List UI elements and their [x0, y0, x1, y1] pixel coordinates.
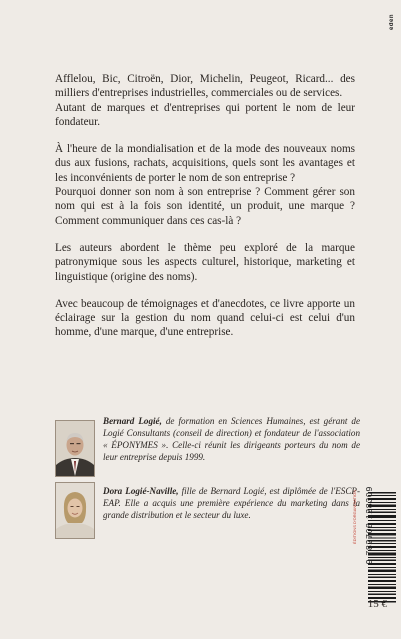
- author-bio-dora: [103, 486, 360, 522]
- paragraph-questions-line1: À l'heure de la mondialisation et de la mode des nouveaux noms dus aux fusions, rachats, acquisitions, quels sont les avantages et les inconvénients de porter le nom de son entreprise ?: [55, 143, 355, 184]
- barcode-publisher-text: ÉDITIONS D'ORGANISATION: [352, 490, 357, 545]
- description-text: [55, 72, 355, 353]
- author-name-dora: Dora Logié-Naville,: [103, 486, 179, 496]
- barcode-number: 9 782708 128309: [364, 486, 374, 565]
- author-bio-text-bernard: de formation en Sciences Humaines, est gérant de Logié Consultants (conseil de direction) et fondateur de l'association « ÉPONYMES ». Celle-ci réunit les dirigeants porteurs du nom de leur entreprise depuis 1999.: [103, 416, 361, 462]
- paragraph-questions-line2: Pourquoi donner son nom à son entreprise ? Comment gérer son nom qui est à la fois son identité, un produit, une marque ? Comment communiquer dans ces cas-là ?: [55, 186, 355, 227]
- publisher-logo: eden: [389, 14, 395, 31]
- author-photo-bernard: [55, 420, 95, 477]
- author-photo-dora: [55, 482, 95, 539]
- author-name-bernard: Bernard Logié,: [103, 416, 162, 426]
- paragraph-brands-line2: Autant de marques et d'entreprises qui portent le nom de leur fondateur.: [55, 101, 355, 128]
- paragraph-conclusion: Avec beaucoup de témoignages et d'anecdotes, ce livre apporte un éclairage sur la gestion du nom quand celui-ci est celui d'un homme, d'une marque, d'une entreprise.: [55, 297, 355, 339]
- paragraph-brands-line1: Afflelou, Bic, Citroën, Dior, Michelin, Peugeot, Ricard... des milliers d'entreprises industrielles, commerciales ou de services.: [55, 73, 355, 100]
- paragraph-authors-topic: Les auteurs abordent le thème peu exploré de la marque patronymique sous les aspects culturel, historique, marketing et linguistique (origine des noms).: [55, 241, 355, 283]
- price-label: 15 €: [367, 598, 387, 610]
- author-bio-bernard: [103, 416, 360, 464]
- author-bio-text-dora: fille de Bernard Logié, est diplômée de l'ESCP-EAP. Elle a acquis une première expérience du marketing dans la grande distribution et le secteur du luxe.: [103, 486, 360, 520]
- paragraph-questions: [55, 142, 355, 228]
- paragraph-brands: [55, 72, 355, 129]
